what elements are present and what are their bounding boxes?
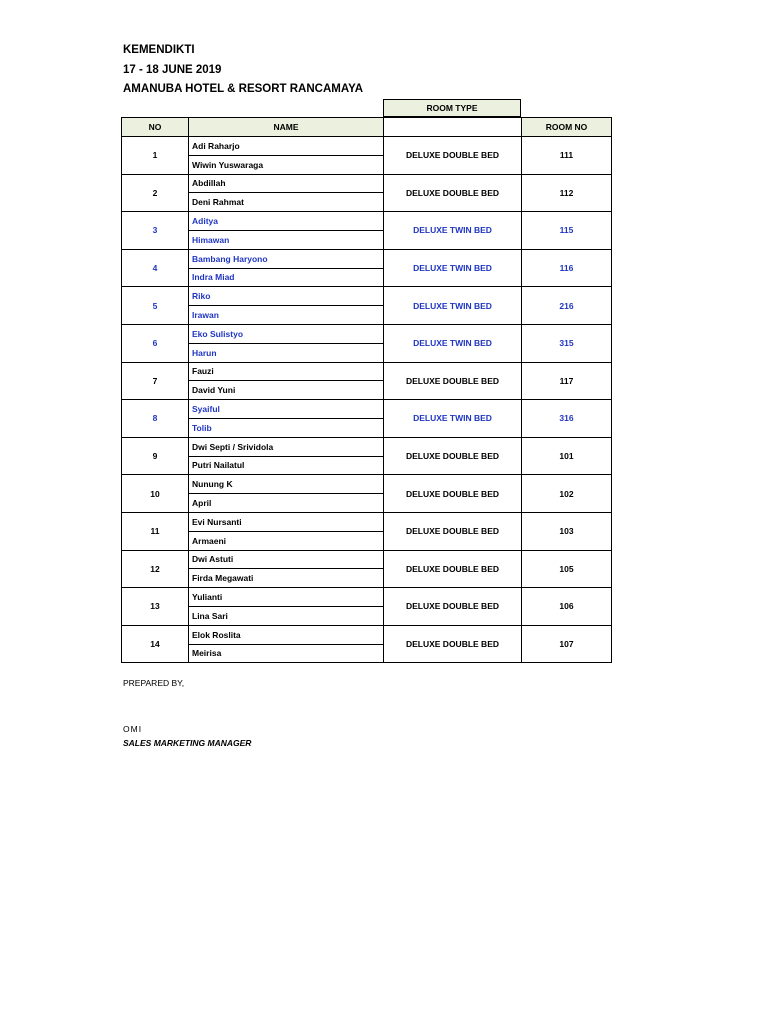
hotel-name: AMANUBA HOTEL & RESORT RANCAMAYA xyxy=(123,83,364,95)
guest-name: Irawan xyxy=(189,306,384,325)
room-type-group-header: ROOM TYPE xyxy=(383,99,521,117)
table-row xyxy=(122,362,612,381)
guest-name: Nunung K xyxy=(189,475,384,494)
room-type: DELUXE DOUBLE BED xyxy=(384,174,522,212)
guest-name: Harun xyxy=(189,343,384,362)
room-type: DELUXE DOUBLE BED xyxy=(384,588,522,626)
guest-name: Wiwin Yuswaraga xyxy=(189,155,384,174)
room-type: DELUXE TWIN BED xyxy=(384,212,522,250)
room-number: 316 xyxy=(522,400,612,438)
row-number: 12 xyxy=(122,550,189,588)
room-number: 117 xyxy=(522,362,612,400)
room-type: DELUXE DOUBLE BED xyxy=(384,512,522,550)
row-number: 9 xyxy=(122,437,189,475)
rooming-list-table xyxy=(121,117,612,663)
table-row xyxy=(122,212,612,231)
guest-name: Firda Megawati xyxy=(189,569,384,588)
row-number: 8 xyxy=(122,400,189,438)
guest-name: April xyxy=(189,494,384,513)
guest-name: Indra Miad xyxy=(189,268,384,287)
table-row xyxy=(122,324,612,343)
row-number: 11 xyxy=(122,512,189,550)
table-row xyxy=(122,588,612,607)
room-number: 107 xyxy=(522,625,612,663)
room-type: DELUXE TWIN BED xyxy=(384,249,522,287)
guest-name: Tolib xyxy=(189,418,384,437)
room-number: 105 xyxy=(522,550,612,588)
guest-name: Adi Raharjo xyxy=(189,137,384,156)
room-number: 116 xyxy=(522,249,612,287)
room-number: 101 xyxy=(522,437,612,475)
room-number: 216 xyxy=(522,287,612,325)
guest-name: Armaeni xyxy=(189,531,384,550)
table-row xyxy=(122,550,612,569)
room-type: DELUXE DOUBLE BED xyxy=(384,625,522,663)
room-number: 115 xyxy=(522,212,612,250)
table-row xyxy=(122,249,612,268)
row-number: 14 xyxy=(122,625,189,663)
guest-name: Syaiful xyxy=(189,400,384,419)
room-number: 106 xyxy=(522,588,612,626)
guest-name: Dwi Septi / Srividola xyxy=(189,437,384,456)
row-number: 13 xyxy=(122,588,189,626)
guest-name: Eko Sulistyo xyxy=(189,324,384,343)
event-title: KEMENDIKTI xyxy=(123,44,195,56)
guest-name: Bambang Haryono xyxy=(189,249,384,268)
row-number: 7 xyxy=(122,362,189,400)
room-number: 102 xyxy=(522,475,612,513)
room-type: DELUXE TWIN BED xyxy=(384,400,522,438)
room-type: DELUXE TWIN BED xyxy=(384,287,522,325)
guest-name: Abdillah xyxy=(189,174,384,193)
table-body xyxy=(122,137,612,663)
guest-name: Aditya xyxy=(189,212,384,231)
prepared-by-label: PREPARED BY, xyxy=(123,678,185,688)
room-number: 315 xyxy=(522,324,612,362)
table-row xyxy=(122,174,612,193)
table-row xyxy=(122,287,612,306)
event-date: 17 - 18 JUNE 2019 xyxy=(123,64,222,76)
row-number: 10 xyxy=(122,475,189,513)
guest-name: Himawan xyxy=(189,230,384,249)
room-type: DELUXE TWIN BED xyxy=(384,324,522,362)
table-row xyxy=(122,400,612,419)
room-number: 103 xyxy=(522,512,612,550)
guest-name: Deni Rahmat xyxy=(189,193,384,212)
table-row xyxy=(122,437,612,456)
guest-name: Meirisa xyxy=(189,644,384,663)
preparer-name: OMI xyxy=(123,724,143,734)
preparer-role: SALES MARKETING MANAGER xyxy=(123,738,252,748)
column-header-no: NO xyxy=(122,118,189,137)
guest-name: David Yuni xyxy=(189,381,384,400)
table-row xyxy=(122,137,612,156)
table-row xyxy=(122,475,612,494)
row-number: 1 xyxy=(122,137,189,175)
guest-name: Yulianti xyxy=(189,588,384,607)
room-number: 112 xyxy=(522,174,612,212)
guest-name: Fauzi xyxy=(189,362,384,381)
table-row xyxy=(122,512,612,531)
row-number: 5 xyxy=(122,287,189,325)
row-number: 6 xyxy=(122,324,189,362)
guest-name: Dwi Astuti xyxy=(189,550,384,569)
guest-name: Lina Sari xyxy=(189,606,384,625)
guest-name: Evi Nursanti xyxy=(189,512,384,531)
room-number: 111 xyxy=(522,137,612,175)
guest-name: Riko xyxy=(189,287,384,306)
row-number: 3 xyxy=(122,212,189,250)
room-type: DELUXE DOUBLE BED xyxy=(384,475,522,513)
row-number: 2 xyxy=(122,174,189,212)
room-type: DELUXE DOUBLE BED xyxy=(384,550,522,588)
column-header-room-no: ROOM NO xyxy=(522,118,612,137)
column-header-name: NAME xyxy=(189,118,384,137)
room-type: DELUXE DOUBLE BED xyxy=(384,437,522,475)
room-type: DELUXE DOUBLE BED xyxy=(384,137,522,175)
guest-name: Elok Roslita xyxy=(189,625,384,644)
room-type: DELUXE DOUBLE BED xyxy=(384,362,522,400)
table-row xyxy=(122,625,612,644)
guest-name: Putri Nailatul xyxy=(189,456,384,475)
column-header-room-type xyxy=(384,118,522,137)
row-number: 4 xyxy=(122,249,189,287)
